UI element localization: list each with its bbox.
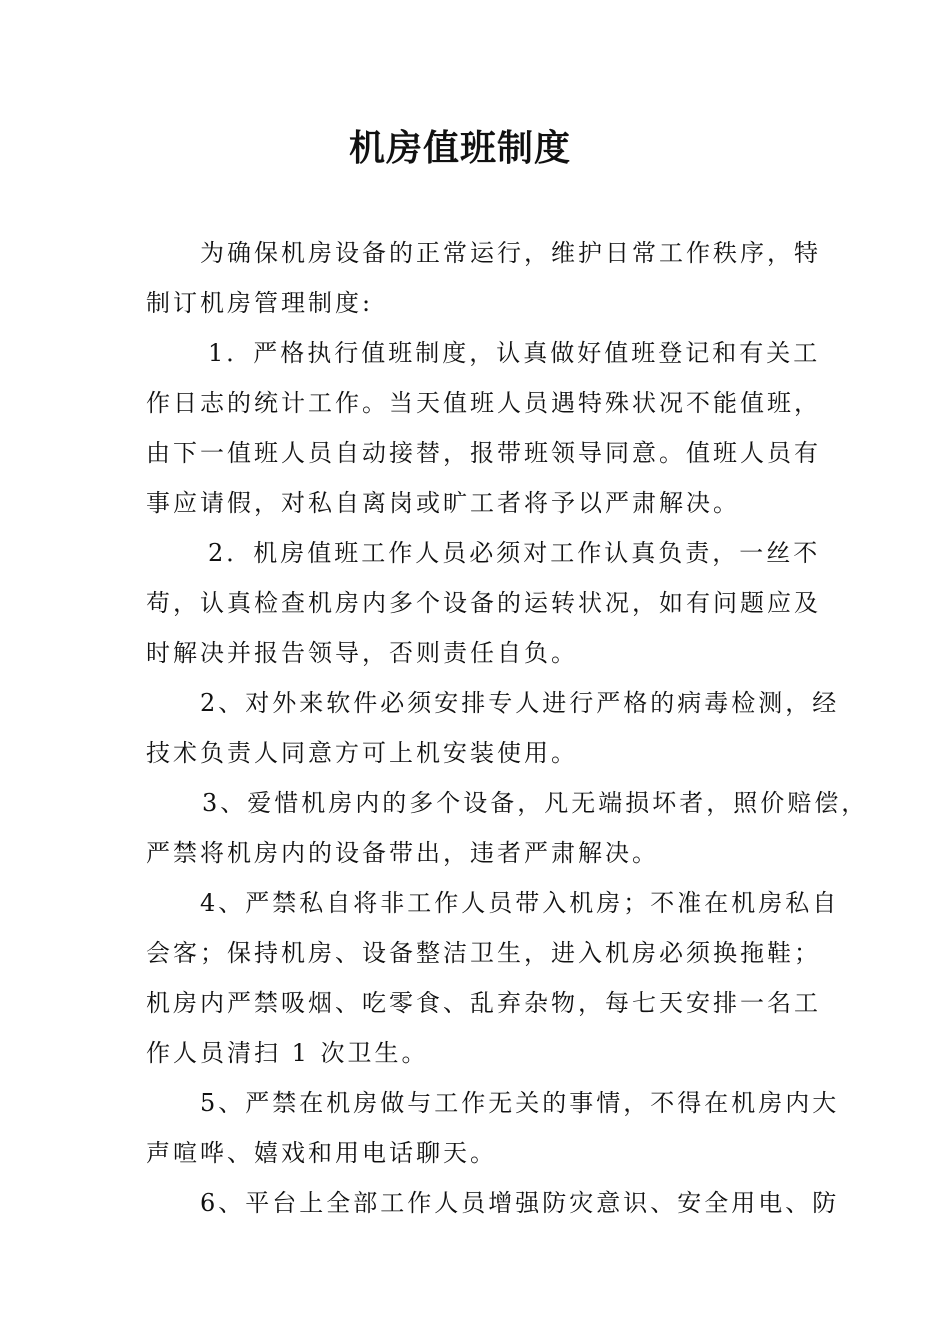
text-line: 苟，认真检查机房内多个设备的运转状况，如有问题应及 (146, 589, 821, 617)
text-line: 3、爱惜机房内的多个设备，凡无端损坏者，照价赔偿， (202, 789, 869, 817)
paragraph-intro (146, 228, 846, 328)
text-line: 机房内严禁吸烟、吃零食、乱弃杂物，每七天安排一名工 (146, 989, 821, 1017)
paragraph-rule-1 (146, 328, 846, 528)
text-line: 作日志的统计工作。当天值班人员遇特殊状况不能值班， (146, 389, 821, 417)
text-line: 6、平台上全部工作人员增强防灾意识、安全用电、防 (200, 1189, 840, 1217)
text-line: 4、严禁私自将非工作人员带入机房；不准在机房私自 (200, 889, 840, 917)
text-line: 1．严格执行值班制度，认真做好值班登记和有关工 (208, 339, 821, 367)
paragraph-rule-4 (146, 878, 846, 1078)
text-line: 制订机房管理制度: (146, 289, 374, 317)
text-line: 作人员清扫 1 次卫生。 (146, 1039, 429, 1067)
text-line: 严禁将机房内的设备带出，违者严肃解决。 (146, 839, 659, 867)
text-line: 5、严禁在机房做与工作无关的事情，不得在机房内大 (200, 1089, 840, 1117)
paragraph-rule-3 (146, 778, 869, 878)
paragraph-rule-5 (146, 1078, 846, 1178)
text-line: 为确保机房设备的正常运行，维护日常工作秩序，特 (200, 239, 821, 267)
text-line: 2．机房值班工作人员必须对工作认真负责，一丝不 (208, 539, 821, 567)
text-line: 时解决并报告领导，否则责任自负。 (146, 639, 578, 667)
text-line: 2、对外来软件必须安排专人进行严格的病毒检测，经 (200, 689, 840, 717)
text-line: 由下一值班人员自动接替，报带班领导同意。值班人员有 (146, 439, 821, 467)
page-title: 机房值班制度 (348, 127, 571, 169)
paragraph-rule-6 (146, 1178, 846, 1228)
text-line: 会客；保持机房、设备整洁卫生，进入机房必须换拖鞋； (146, 939, 821, 967)
paragraph-rule-2 (146, 528, 846, 678)
text-line: 声喧哗、嬉戏和用电话聊天。 (146, 1139, 497, 1167)
text-line: 事应请假，对私自离岗或旷工者将予以严肃解决。 (146, 489, 740, 517)
paragraph-rule-2b (146, 678, 846, 778)
document-body (146, 228, 869, 1228)
text-line: 技术负责人同意方可上机安装使用。 (146, 739, 578, 767)
